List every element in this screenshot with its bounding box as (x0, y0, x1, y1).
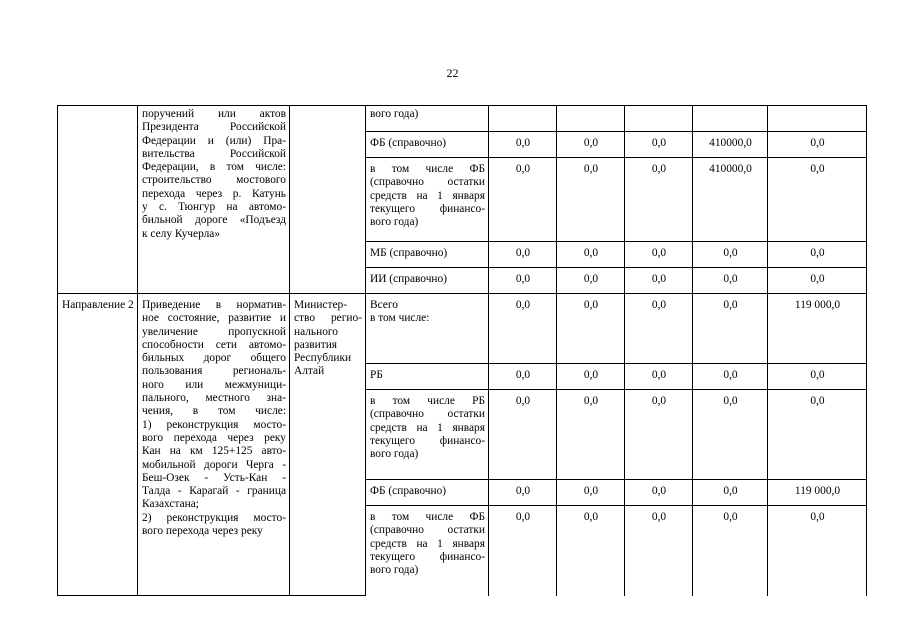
value-cell: 0,0 (557, 506, 625, 596)
source-cell: ФБ (справочно) (366, 132, 489, 158)
value-cell: 0,0 (557, 480, 625, 506)
value-cell: 0,0 (693, 242, 768, 268)
value-cell: 0,0 (489, 390, 557, 480)
source-cell (366, 390, 489, 480)
description-cell (138, 294, 290, 596)
text-line: Талда - Карагай - граница (142, 485, 286, 498)
value-cell: 0,0 (557, 364, 625, 390)
text-line: у с. Тюнгур на автомо- (142, 201, 286, 214)
text-line: Кан на км 125+125 авто- (142, 445, 286, 458)
value-cell: 0,0 (557, 390, 625, 480)
value-cell (768, 106, 867, 132)
table-row (58, 294, 867, 364)
source-cell (366, 158, 489, 242)
value-cell: 0,0 (625, 242, 693, 268)
text-line: к селу Кучерла» (142, 227, 221, 240)
text-line: (справочно остатки (370, 524, 485, 537)
text-line: увеличение пропускной (142, 325, 286, 338)
text-line: Всего (370, 299, 398, 311)
text-line: вого года) (370, 564, 419, 577)
value-cell: 0,0 (693, 294, 768, 364)
value-cell: 0,0 (557, 132, 625, 158)
source-cell: ИИ (справочно) (366, 268, 489, 294)
text-line: бильной дороге «Подъезд (142, 214, 286, 227)
text-line: поручений или актов (142, 108, 286, 120)
value-cell (625, 106, 693, 132)
text-line: текущего финансо- (370, 550, 485, 563)
text-line: вительства Российской (142, 147, 286, 160)
executor-cell (290, 294, 366, 596)
description-cell (138, 106, 290, 294)
text-line: ного или межмуници- (142, 378, 286, 391)
value-cell: 0,0 (768, 364, 867, 390)
text-line: чения, в том числе: (142, 405, 286, 418)
direction-cell: Направление 2 (58, 294, 138, 596)
text-line: пользования региональ- (142, 365, 286, 378)
value-cell: 0,0 (693, 390, 768, 480)
table-row (58, 106, 867, 132)
value-cell: 0,0 (489, 158, 557, 242)
value-cell: 0,0 (625, 364, 693, 390)
value-cell: 0,0 (768, 158, 867, 242)
value-cell: 0,0 (625, 132, 693, 158)
value-cell: 0,0 (625, 390, 693, 480)
value-cell: 0,0 (489, 506, 557, 596)
text-line: средств на 1 января (370, 189, 485, 202)
value-cell (557, 106, 625, 132)
text-line: 1) реконструкция мосто- (142, 418, 286, 431)
value-cell (489, 106, 557, 132)
value-cell: 0,0 (693, 480, 768, 506)
text-line: вого перехода через реку (142, 525, 263, 538)
source-cell (366, 294, 489, 364)
value-cell: 0,0 (693, 268, 768, 294)
text-line: вого года) (370, 216, 419, 229)
text-line: Федерации и (или) Пра- (142, 134, 286, 147)
text-line: в том числе: (370, 312, 430, 325)
text-line: средств на 1 января (370, 421, 485, 434)
value-cell: 0,0 (768, 268, 867, 294)
value-cell: 0,0 (625, 268, 693, 294)
text-line: в том числе РБ (370, 395, 485, 407)
executor-cell (290, 106, 366, 294)
text-line: ное состояние, развитие и (142, 312, 286, 325)
text-line: Министер- (294, 299, 347, 311)
value-cell: 0,0 (557, 294, 625, 364)
text-line: вого перехода через реку (142, 431, 286, 444)
source-cell (366, 506, 489, 596)
text-line: 2) реконструкция мосто- (142, 511, 286, 524)
value-cell: 0,0 (557, 268, 625, 294)
value-cell: 119 000,0 (768, 294, 867, 364)
source-cell (366, 364, 489, 390)
value-cell: 0,0 (768, 506, 867, 596)
text-line: развития (294, 338, 338, 351)
value-cell: 119 000,0 (768, 480, 867, 506)
text-line: Беш-Озек - Усть-Кан - (142, 471, 286, 484)
value-cell: 0,0 (768, 242, 867, 268)
value-cell: 0,0 (489, 480, 557, 506)
value-cell: 0,0 (768, 132, 867, 158)
text-line: в том числе ФБ (370, 163, 485, 175)
value-cell: 0,0 (768, 390, 867, 480)
text-line: текущего финансо- (370, 202, 485, 215)
text-line: текущего финансо- (370, 434, 485, 447)
value-cell: 0,0 (489, 268, 557, 294)
text-line: ФБ (справочно) (370, 485, 447, 497)
text-line: перехода через р. Катунь (142, 187, 286, 200)
value-cell: 0,0 (557, 242, 625, 268)
value-cell: 0,0 (625, 480, 693, 506)
text-line: Республики (294, 352, 352, 365)
value-cell: 410000,0 (693, 132, 768, 158)
text-line: Казахстана; (142, 498, 199, 511)
value-cell: 0,0 (625, 506, 693, 596)
value-cell: 0,0 (693, 364, 768, 390)
value-cell: 0,0 (489, 132, 557, 158)
text-line: Федерации, в том числе: (142, 161, 286, 174)
direction-cell (58, 106, 138, 294)
text-line: бильных дорог общего (142, 352, 286, 365)
value-cell: 0,0 (625, 294, 693, 364)
text-line: (справочно остатки (370, 408, 485, 421)
text-line: в том числе ФБ (370, 511, 485, 523)
source-cell: вого года) (366, 106, 489, 132)
text-line: РБ (370, 369, 383, 381)
text-line: нального (294, 325, 339, 338)
text-line: мобильной дороги Черга - (142, 458, 286, 471)
text-line: средств на 1 января (370, 537, 485, 550)
page-number: 22 (446, 66, 459, 80)
text-line: способности сети автомо- (142, 338, 286, 351)
text-line: Алтай (294, 365, 325, 378)
source-cell (366, 480, 489, 506)
text-line: пального, местного зна- (142, 392, 286, 405)
value-cell (693, 106, 768, 132)
text-line: Президента Российской (142, 121, 286, 134)
text-line: строительство мостового (142, 174, 286, 187)
value-cell: 410000,0 (693, 158, 768, 242)
text-line: Приведение в норматив- (142, 299, 286, 311)
budget-table (57, 105, 867, 596)
value-cell: 0,0 (489, 242, 557, 268)
value-cell: 0,0 (625, 158, 693, 242)
value-cell: 0,0 (693, 506, 768, 596)
value-cell: 0,0 (489, 294, 557, 364)
source-cell: МБ (справочно) (366, 242, 489, 268)
value-cell: 0,0 (557, 158, 625, 242)
text-line: вого года) (370, 448, 419, 461)
text-line: ство регио- (294, 312, 362, 325)
value-cell: 0,0 (489, 364, 557, 390)
text-line: (справочно остатки (370, 176, 485, 189)
